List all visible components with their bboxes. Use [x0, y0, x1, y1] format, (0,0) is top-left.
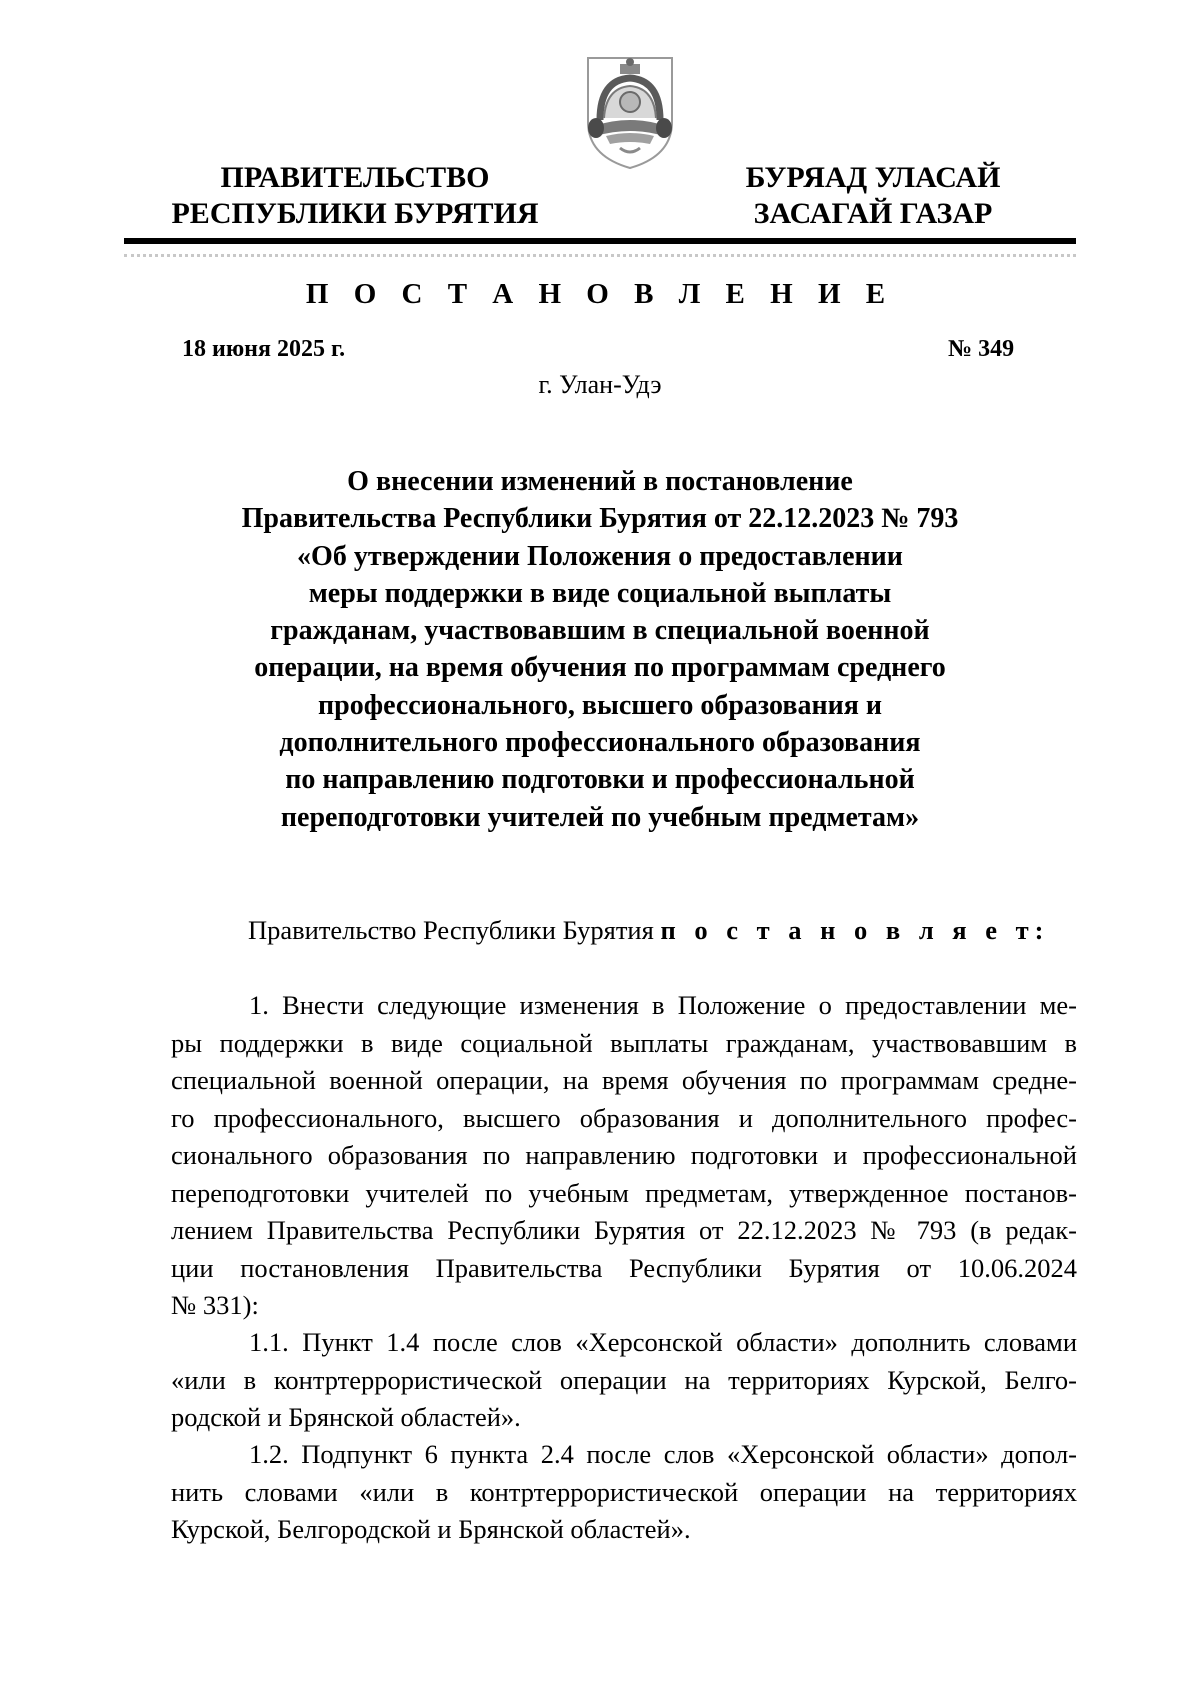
paragraph-1-2	[171, 1436, 1077, 1549]
title-line: операции, на время обучения по программам среднего	[254, 652, 946, 684]
paragraph-1-1	[171, 1324, 1077, 1437]
body-line: 1. Внести следующие изменения в Положение о предоставлении ме-	[249, 990, 1077, 1020]
body-line: переподготовки учителей по учебным предметам, утвержденное постанов-	[171, 1177, 1077, 1208]
coat-of-arms-icon	[580, 52, 680, 172]
body-line: го профессионального, высшего образования и дополнительного профес-	[171, 1102, 1077, 1133]
body-line: родской и Брянской областей».	[171, 1402, 521, 1432]
body-line: Курской, Белгородской и Брянской областей».	[171, 1514, 691, 1544]
body-line: «или в контртеррористической операции на территориях Курской, Белго-	[171, 1364, 1077, 1395]
title-line: «Об утверждении Положения о предоставлении	[297, 540, 903, 572]
document-title	[160, 463, 1040, 836]
title-line: О внесении изменений в постановление	[347, 466, 853, 497]
title-line: переподготовки учителей по учебным предметам»	[280, 801, 920, 833]
preamble	[248, 915, 1050, 946]
government-name-buryat	[718, 160, 1028, 232]
body-line: № 331):	[171, 1290, 259, 1320]
header-right-line-1: БУРЯАД УЛАСАЙ	[745, 161, 1001, 194]
title-line: профессионального, высшего образования и	[317, 689, 882, 721]
header-left-line-2: РЕСПУБЛИКИ БУРЯТИЯ	[171, 197, 539, 230]
header-left-line-1: ПРАВИТЕЛЬСТВО	[220, 161, 490, 194]
body-line: лением Правительства Республики Бурятия от 22.12.2023 № 793 (в редак-	[171, 1215, 1077, 1245]
body-line: 1.2. Подпункт 6 пункта 2.4 после слов «Херсонской области» допол-	[249, 1439, 1077, 1469]
header-right-line-2: ЗАСАГАЙ ГАЗАР	[753, 197, 993, 230]
document-city: г. Улан-Удэ	[538, 370, 662, 399]
preamble-emphasis: п о с т а н о в л я е т:	[660, 915, 1050, 945]
title-line: по направлению подготовки и профессиональной	[285, 764, 915, 796]
body-line: нить словами «или в контртеррористической операции на территориях	[171, 1476, 1077, 1507]
header-divider-thick	[124, 238, 1076, 244]
header-divider-thin	[124, 254, 1076, 257]
government-name-russian	[170, 160, 540, 232]
title-line: Правительства Республики Бурятия от 22.12.2023 № 793	[241, 503, 959, 535]
document-number: № 349	[948, 336, 1015, 362]
title-line: гражданам, участвовавшим в специальной военной	[270, 615, 930, 647]
title-line: дополнительного профессионального образования	[279, 727, 921, 759]
body-line: ции постановления Правительства Республики Бурятия от 10.06.2024	[171, 1252, 1077, 1283]
body-line: ры поддержки в виде социальной выплаты гражданам, участвовавшим в	[171, 1027, 1077, 1058]
preamble-text: Правительство Республики Бурятия	[248, 915, 661, 945]
document-type: П О С Т А Н О В Л Е Н И Е	[305, 278, 895, 310]
body-line: специальной военной операции, на время обучения по программам средне-	[171, 1065, 1077, 1095]
body-line: 1.1. Пункт 1.4 после слов «Херсонской области» дополнить словами	[249, 1327, 1077, 1357]
document-date: 18 июня 2025 г.	[182, 336, 346, 362]
title-line: меры поддержки в виде социальной выплаты	[308, 577, 892, 609]
paragraph-1	[171, 987, 1077, 1325]
body-line: сионального образования по направлению подготовки и профессиональной	[171, 1140, 1077, 1170]
